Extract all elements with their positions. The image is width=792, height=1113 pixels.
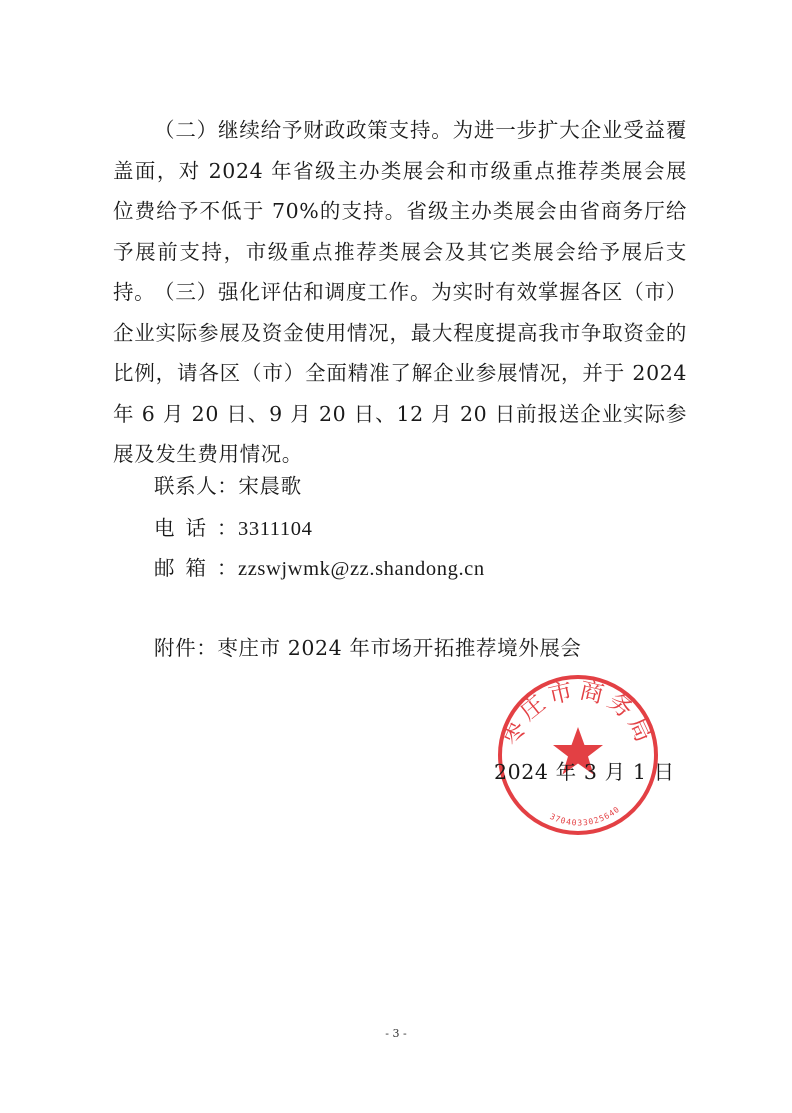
phone-row xyxy=(154,514,312,543)
attachment-row xyxy=(154,634,582,662)
email-label: 邮箱： xyxy=(154,556,238,580)
attachment-value: 枣庄市 2024 年市场开拓推荐境外展会 xyxy=(217,636,582,660)
contact-person-value: 宋晨歌 xyxy=(238,476,302,498)
contact-person-row xyxy=(154,472,302,501)
document-date: 2024 年 3 月 1 日 xyxy=(494,760,675,784)
phone-value: 3311104 xyxy=(238,518,313,540)
seal-code: 3704033025640 xyxy=(548,804,622,828)
email-row xyxy=(154,554,485,583)
paragraph-evaluation-scheduling: （三）强化评估和调度工作。为实时有效掌握各区（市）企业实际参展及资金使用情况，最大程度提高我市争取资金的比例，请各区（市）全面精准了解企业参展情况，并于 2024 年 6 月 20 日、9 月 20 日、12 月 20 日前报送企业实际参展及发生费用情况。 xyxy=(113,280,687,467)
contact-person-label: 联系人： xyxy=(154,474,239,498)
phone-label: 电话： xyxy=(154,516,238,540)
email-value: zzswjwmk@zz.shandong.cn xyxy=(238,558,485,580)
paragraph-financial-support: （二）继续给予财政政策支持。为进一步扩大企业受益覆盖面，对 2024 年省级主办类展会和市级重点推荐类展会展位费给予不低于 70%的支持。省级主办类展会由省商务厅给予展前支持，市级重点推荐类展会及其它类展会给予展后支持。 xyxy=(113,118,687,305)
seal-agency-name: 枣庄市商务局 xyxy=(496,675,660,750)
attachment-label: 附件： xyxy=(154,636,218,660)
official-seal xyxy=(495,672,661,838)
page-number: - 3 - xyxy=(385,1027,407,1040)
